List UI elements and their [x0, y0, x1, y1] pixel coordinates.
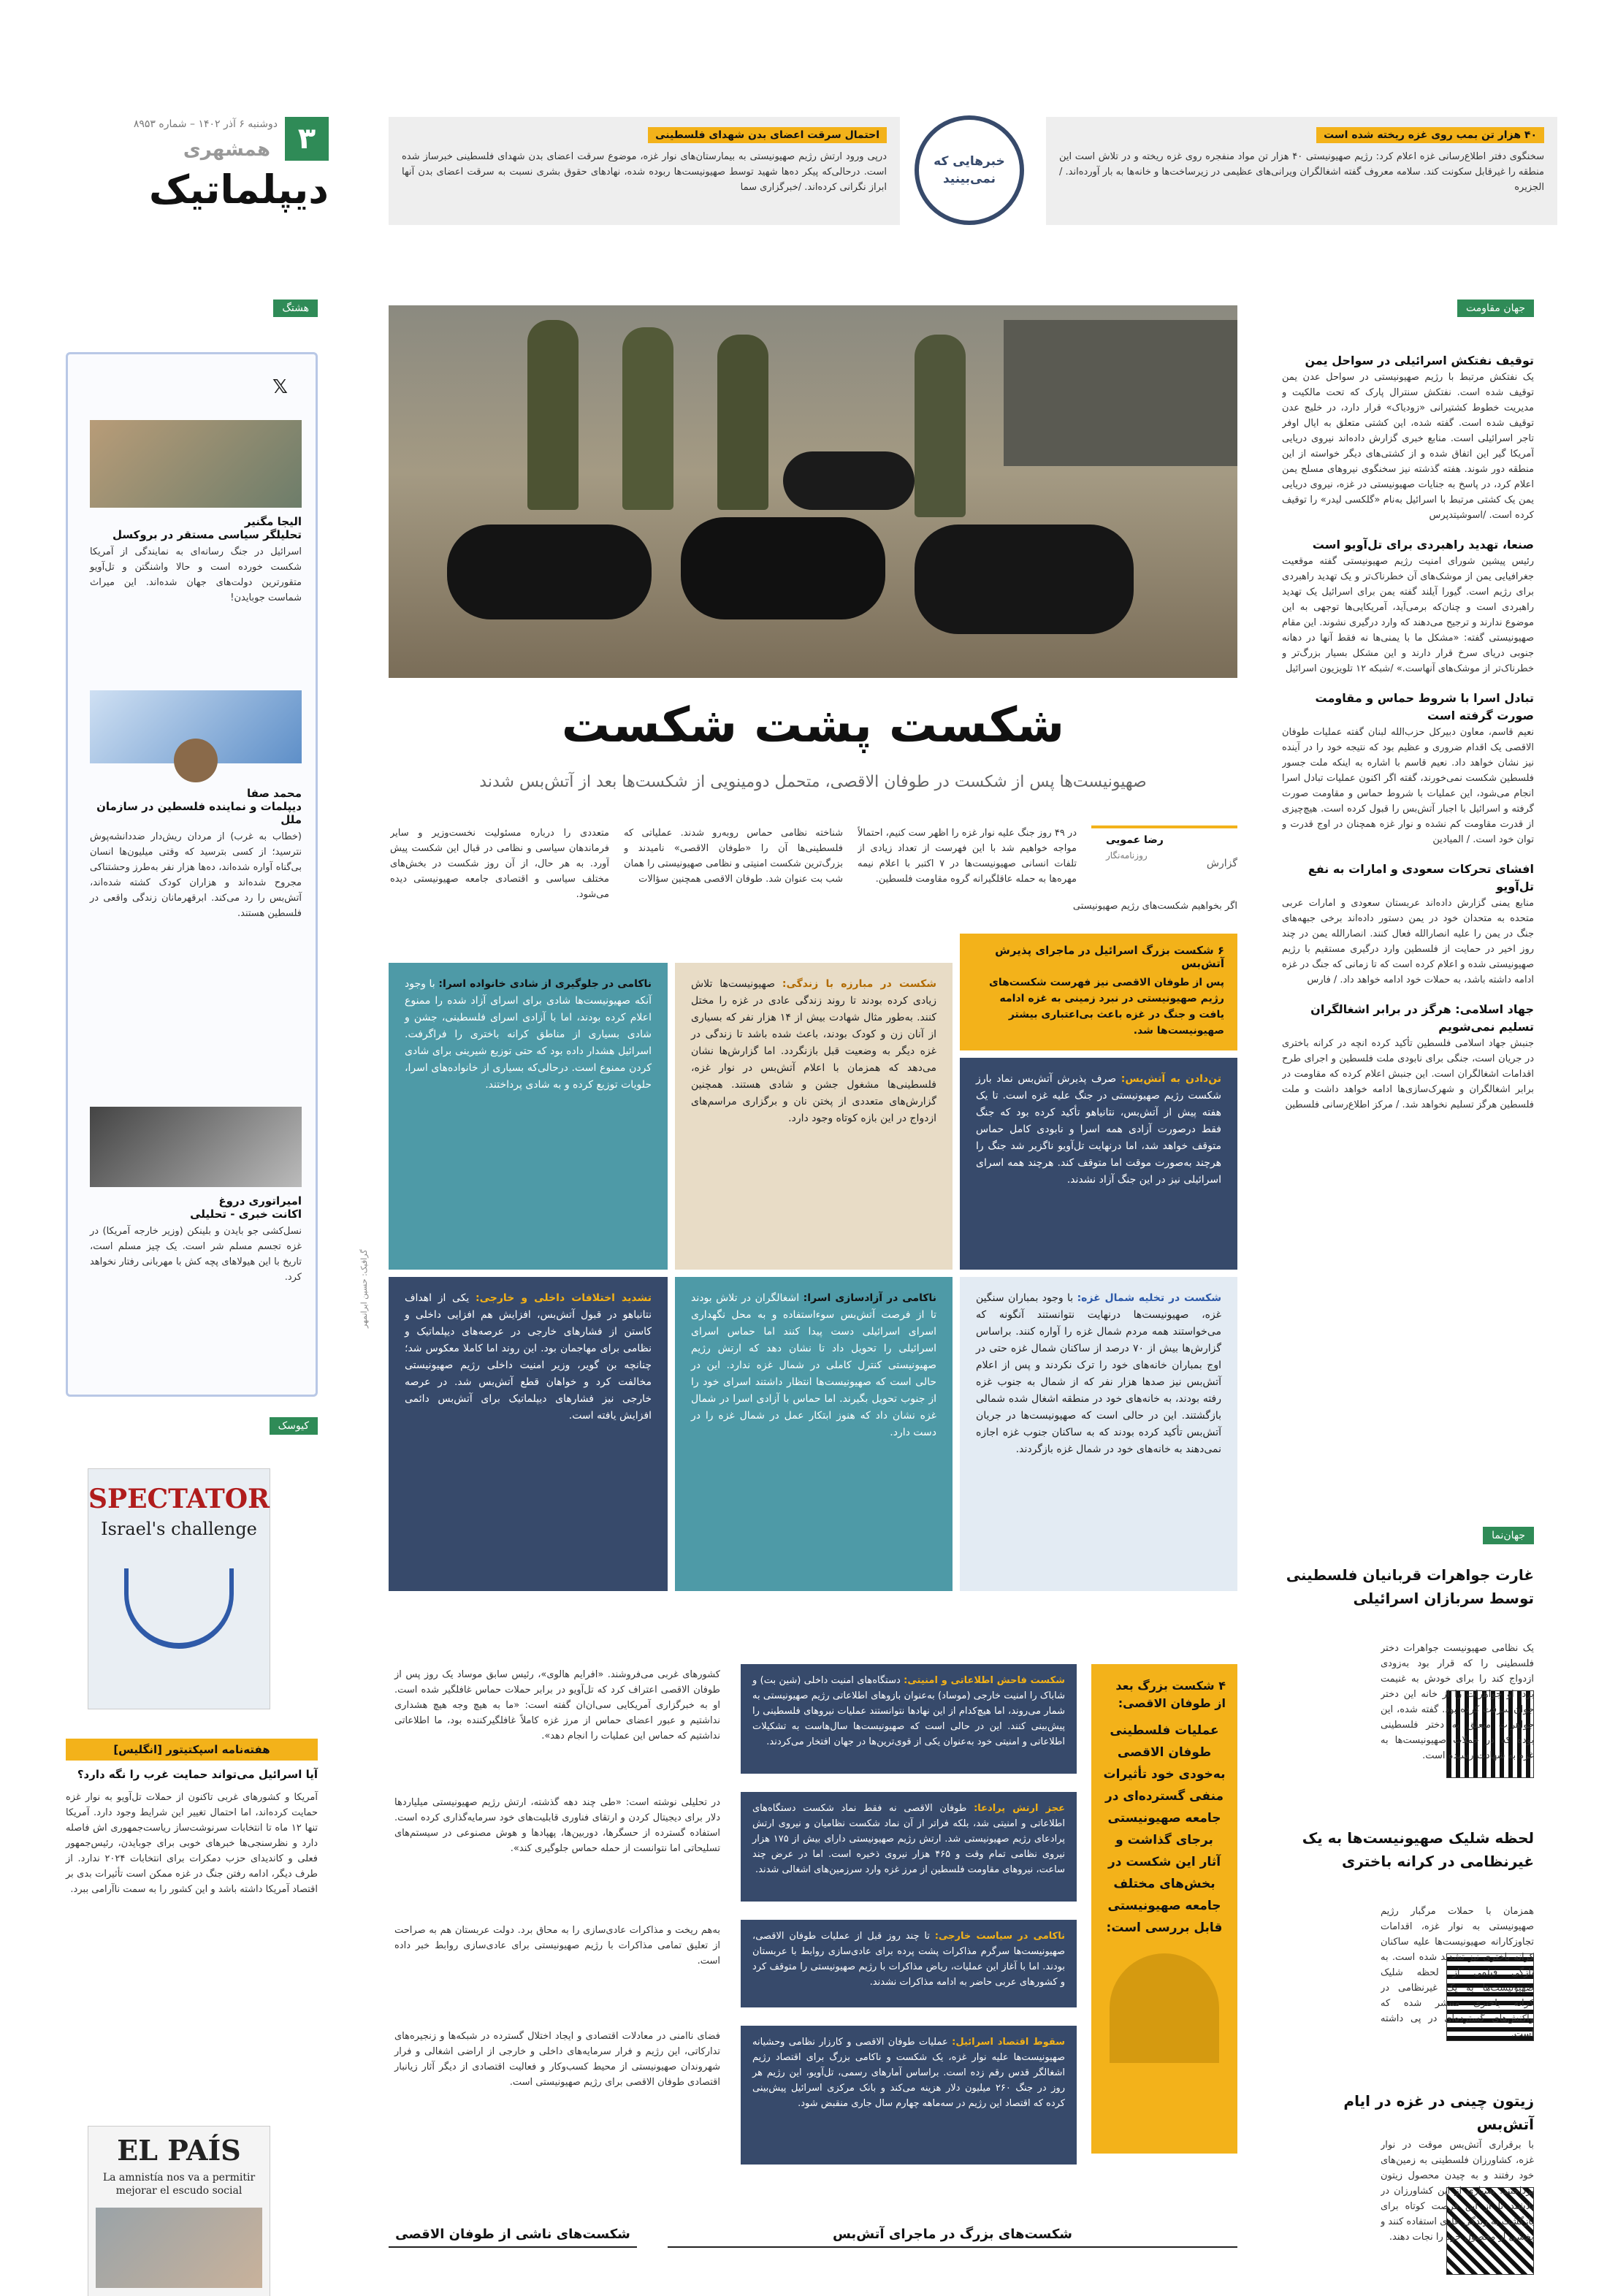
main-column: [359, 305, 1237, 2278]
news-title: صنعا، تهدید راهبردی برای تل‌آویو است: [1312, 538, 1534, 552]
kiosk-section-label: کیوسک: [270, 1417, 318, 1435]
list-item-lead: [741, 1792, 1077, 1902]
tweet-text: اسرائیل در جنگ رسانه‌ای به نمایندگی از آمریکا شکست خورده است و حالا واشنگتن و تل‌آویو متقورترین دولت‌های جهان شده‌اند. این میراث شماست جوبایدن!: [90, 546, 302, 603]
infographic-left-title: شکست‌های ناشی از طوفان الاقصی: [389, 2227, 637, 2248]
list-item-lead: [741, 2026, 1077, 2165]
tweet-author-title: اکانت خبری - تحلیلی: [190, 1208, 302, 1221]
list-item-lead: [741, 1920, 1077, 2007]
body-bag-shape: [447, 525, 652, 619]
card-text: صرف پذیرش آتش‌بس نماد بارز شکست رژیم صهیونیستی در جنگ علیه غزه است. تا یک هفته پیش از آتش‌بس، نتانیاهو تأکید کرده بود که جنگ فقط درصورت آزادی همه اسرا و نابودی کامل حماس متوقف خواهد شد، اما درنهایت تل‌آویو ناگزیر شد جنگ را هرچند به‌صورت موقت اما متوقف کند. هرچند همه اسرای اسرائیلی نیز در این جنگ آزاد نشدند.: [976, 1073, 1221, 1186]
card-text: اشغالگران در تلاش بودند تا از فرصت آتش‌بس سوءاستفاده و به محل نگهداری اسرای اسرائیلی دست پیدا کنند اما حماس اسرای اسرائیلی را تحویل داد تا نشان دهد که ارتش رژیم صهیونیستی کنترل کاملی در شمال غزه ندارد. این در حالی است که صهیونیست‌ها انتظار داشتند اسرای خود را از جنوب تحویل بگیرند. اما حماس با آزادی اسرا در شمال غزه نشان داد که هنوز ابتکار عمل در شمال غزه را در دست دارد.: [691, 1292, 936, 1438]
tweet-card: [90, 420, 302, 606]
top-bar: [389, 117, 1557, 226]
cover-line: La amnistía nos va a permitir mejorar el escudo social: [102, 2172, 256, 2197]
page-number: ۳: [285, 117, 329, 161]
card-north-gaza: [960, 1277, 1237, 1591]
hashtag-section-label: هشتگ: [273, 300, 318, 317]
card-text: با وجود بمباران سنگین غزه، صهیونیست‌ها درنهایت نتوانستند آنگونه که می‌خواستند همه مردم شمال غزه را آواره کنند. براساس گزارش‌ها بیش از ۷۰ درصد از ساکنان شمال غزه حتی در اوج بمباران خانه‌های خود را ترک نکردند و پس از اعلام آتش‌بس نیز صدها هزار نفر که از شمال به جنوب غزه رفته بودند، به خانه‌های خود در منطقه اشغال شده شمالی بازگشتند. این در حالی است که صهیونیست‌ها در جریان آتش‌بس تأکید کرده بودند که به ساکنان جنوب غزه اجازه نمی‌دهند به خانه‌های خود در شمال غزه بازگردند.: [976, 1292, 1221, 1455]
news-text: منابع یمنی گزارش داده‌اند عربستان سعودی و امارات عربی متحده به متحدان خود در یمن دستور داده‌اند برخی جبهه‌های جنگ در یمن را علیه انصارالله فعال کنند. انصارالله یمن در چند روز اخیر در حمایت از فلسطین وارد درگیری مستقیم با رژیم صهیونیستی شده و اعلام کرده است که تا زمانی که جنگ در غزه ادامه داشته باشد، به حملات خود ادامه خواهد داد. / فارس: [1282, 898, 1534, 985]
intro-col-3: متعددی را درباره مسئولیت نخست‌وزیر و سایر فرماندهان سیاسی و نظامی در قبال این شکست پیش آورد. به هر حال، از آن روز شکست در بخش‌های مختلف سیاسی و اقتصادی جامعه صهیونیستی دیده می‌شود.: [390, 828, 609, 900]
list-item: [389, 1920, 1077, 2007]
magazine-headline: آیا اسرائیل می‌تواند حمایت غرب را نگه دارد؟: [77, 1768, 318, 1781]
card-title: شکست در مبارزه با زندگی:: [782, 978, 937, 990]
list-item-title: سقوط اقتصاد اسرائیل:: [952, 2037, 1065, 2048]
resistance-news: [1282, 352, 1534, 1404]
soldier-shape: [622, 327, 673, 510]
list-item-text: دستگاه‌های امنیت داخلی (شین بت) و شاباک را امنیت خارجی (موساد) به‌عنوان بازوهای اطلاعاتی رژیم صهیونیستی به شمار می‌روند، اما هیچ‌کدام از این نهادها نتوانستند عملیات نیروهای فلسطینی را پیش‌بینی کنند. این در حالی است که صهیونیست‌ها سال‌هاست به تشکیلات اطلاعاتی و امنیتی خود به‌عنوان یکی از قوی‌ترین‌ها در جهان افتخار می‌کردند.: [752, 1675, 1065, 1747]
card-text: یکی از اهداف نتانیاهو در قبول آتش‌بس، افزایش هم افزایی داخلی و کاستن از فشارهای خارجی در عرصه‌های دیپلماتیک و نظامی برای مهاجمان بود. این روند اما کاملا معکوس شد؛ چنانچه بن گویر، وزیر امنیت داخلی رژیم صهیونیستی مخالفت کرد و خواهان قطع آتش‌بس شد. در عرصه خارجی نیز فشارهای دیپلماتیک برای آتش‌بس دائمی افزایش یافته است.: [405, 1292, 652, 1422]
report-label: گزارش: [1206, 858, 1237, 869]
author-role: روزنامه‌نگار: [1106, 850, 1148, 861]
infographic-right-title: شکست‌های بزرگ در ماجرای آتش‌بس: [668, 2227, 1237, 2248]
sub-brand: همشهری: [183, 139, 270, 161]
list-item-title: عجز ارتش پرادعا:: [974, 1803, 1065, 1814]
card-title: شکست در تخلیه شمال غزه:: [1077, 1292, 1221, 1304]
news-text: نعیم قاسم، معاون دبیرکل حزب‌الله لبنان گفته عملیات طوفان الاقصی یک اقدام ضروری و عظیم بود که نتیجه خود را در آینده نیز نشان خواهد داد. نعیم قاسم با اشاره به اینکه ملت جسور فلسطین شکست نمی‌خورند، گفته اگر اکنون عملیات تبادل اسرا انجام می‌شود، این عملیات با شروط حماس و مقاومت صورت گرفته و اسرائیل با اجبار آتش‌بس را قبول کرده است. هیچ‌چیزی از قدرت مقاومت کم نشده و نوار غزه همچنان در اوج قدرت و توان خود است. / المیادین: [1282, 727, 1534, 845]
dome-illustration: [1110, 1953, 1219, 2063]
list-item: [389, 1664, 1077, 1774]
card-text: صهیونیست‌ها تلاش زیادی کرده بودند تا روند زندگی عادی در غزه را مختل کنند. به‌طور مثال شهادت بیش از ۱۴ هزار نفر که بسیاری از آنان زن و کودک بودند، باعث شده باشد تا زندگی در غزه دیگر به وضعیت قبل بازنگردد. اما گزارش‌ها نشان می‌دهد که همزمان با اعلام آتش‌بس در نوار غزه، فلسطینی‌ها مشغول جشن و شادی هستند. همچنین گزارش‌های متعددی از پختن نان و برگزاری مراسم‌های ازدواج در این بازه کوتاه وجود دارد.: [691, 978, 937, 1124]
soldier-shape: [717, 335, 768, 510]
tweet-author: امیراتوری دروغ: [218, 1194, 302, 1208]
tweet-photo: [90, 1107, 302, 1187]
side-feature: [1091, 1664, 1237, 2154]
news-text: رئیس پیشین شورای امنیت رژیم صهیونیستی گفته موقعیت جغرافیایی یمن از موشک‌های آن خطرناک‌تر و یک تهدید راهبردی برای رژیم است. گیورا آیلند گفته یمن برای اسرائیل یک تهدید راهبردی است و چنان‌که برمی‌آید، آمریکایی‌ها توجهی به این موضوع ندارند و ترجیح می‌دهند که وارد درگیری نشوند. این مقام صهیونیستی گفته: «مشکل ما با یمنی‌ها نه فقط آنها در دهانه جنوبی دریای سرخ قرار دارند و این مشکل بسیار بزرگ‌تر و خطرناک‌تر از موشک‌های آنهاست.» /شبکه ۱۲ تلویزیون اسرائیل: [1282, 556, 1534, 674]
truck-shape: [1004, 320, 1237, 466]
soldier-shape: [527, 320, 579, 510]
date-line: دوشنبه ۶ آذر ۱۴۰۲ – شماره ۸۹۵۳: [133, 118, 278, 130]
qr-news-text: با برقراری آتش‌بس موقت در نوار غزه، کشاورزان فلسطینی به زمین‌های خود رفتند و به چیدن محصول زیتون پرداختند. بسیاری از این کشاورزان در تلاشند تا از این فرصت کوتاه برای بازگشت به زندگی عادی استفاده کنند و بخشی از محصول خود را نجات دهند.: [1381, 2140, 1534, 2243]
tweet-author-title: تحلیلگر سیاسی مستقر در بروکسل: [112, 528, 302, 541]
report-byline: [1091, 825, 1237, 896]
news-title: جهاد اسلامی: هرگز در برابر اشغالگران تسلیم نمی‌شویم: [1310, 1002, 1534, 1034]
qr-news-item: [1282, 1826, 1534, 2060]
brand-logo: دیپلماتیک: [148, 167, 329, 213]
infographic-right: [668, 2227, 1237, 2296]
card-title: ناکامی در آزادسازی اسرا:: [803, 1292, 936, 1304]
card-ceasefire: [960, 1058, 1237, 1270]
tweet-author: محمد صفا: [247, 787, 302, 800]
card-hostages: [675, 1277, 953, 1591]
illustration-credit: گرافیک: حسین ایرانمهر: [359, 1249, 369, 1328]
list-rows: [389, 1664, 1077, 2168]
list-item: [389, 1792, 1077, 1902]
top-box-right: [1046, 117, 1557, 225]
news-title: تبادل اسرا با شروط حماس و مقاومت صورت گرفته است: [1315, 691, 1534, 722]
right-column: [1282, 300, 1534, 2272]
qr-news-text: همزمان با حملات مرگبار رژیم صهیونیستی به نوار غزه، اقدامات تجاوزکارانه صهیونیست‌ها علیه ساکنان کرانه باختری نیز تشدید شده است. به تازگی فیلمی از لحظه شلیک صهیونیست‌ها به یک غیرنظامی در کرانه باختری منتشر شده که واکنش‌های گسترده‌ای در پی داشته است.: [1381, 1906, 1534, 2040]
main-headline: شکست پشت شکست: [561, 697, 1065, 753]
unseen-news-badge: [915, 115, 1024, 225]
world-section-label: جهان‌نما: [1483, 1527, 1534, 1544]
infographic-left: [389, 2227, 637, 2296]
card-title: تن‌دادن به آتش‌بس:: [1121, 1073, 1222, 1085]
top-box-left: [389, 117, 900, 225]
list-item-continued: به‌هم ریخت و مذاکرات عادی‌سازی را به محاق برد. دولت عربستان هم به صراحت از تعلیق تمامی مذاکرات با رژیم صهیونیستی برای عادی‌سازی روابط خبر داده است.: [394, 1925, 720, 1967]
tweet-card: [90, 1107, 302, 1285]
cover-title: EL PAÍS: [117, 2134, 241, 2167]
top-box-right-text: سخنگوی دفتر اطلاع‌رسانی غزه اعلام کرد: رژیم صهیونیستی ۴۰ هزار تن مواد منفجره روی غزه ریخته و در تلاش است این منطقه را غیرقابل سکونت کند. سلامه معروف گفته اشغالگران ویرانی‌های عظیمی در زیرساخت‌ها و خانه‌ها به بار آورده‌اند. / الجزیره: [1059, 151, 1545, 193]
list-item: [389, 2026, 1077, 2165]
soldier-shape: [915, 335, 966, 517]
cover-title: SPECTATOR: [88, 1484, 270, 1514]
list-item-text: طوفان الاقصی نه فقط نماد شکست دستگاه‌های اطلاعاتی و امنیتی شد، بلکه فراتر از آن نماد شکست نظامیان و نیروی ارتش پرادعای رژیم صهیونیستی شد. ارتش رژیم صهیونیستی دارای بیش از ۱۷۵ هزار نیروی نظامی تمام وقت و ۴۶۵ هزار نیروی ذخیره است. اما در عرض چند ساعت، نیروهای مقاومت فلسطین از مرز غزه وارد سرزمین‌های اشغالی شدند.: [752, 1803, 1065, 1875]
magazine-text: آمریکا و کشورهای غربی تاکنون از حملات تل‌آویو به نوار غزه حمایت کرده‌اند، اما احتمال تغییر این شرایط وجود دارد. آمریکا تنها ۱۲ ماه تا انتخابات سرنوشت‌ساز ریاست‌جمهوری اش فاصله دارد و نظرسنجی‌ها خبرهای خوبی برای جوبایدن، رئیس‌جمهور فعلی و کاندیدای حزب دمکرات برای انتخابات ۲۰۲۴ ندارد. از طرف دیگر، ادامه رفتن جنگ در غزه ممکن است تأثیرات بدی بر اقتصاد آمریکا داشته باشد و این کشور را به سمت ناآرامی ببرد.: [66, 1792, 318, 1895]
body-bag-shape: [681, 517, 885, 619]
card-life: [675, 963, 953, 1270]
news-title: افشای تحرکات سعودی و امارات به نفع تل‌آویو: [1308, 862, 1534, 893]
lead-box: [960, 934, 1237, 1050]
qr-news-title: زیتون چینی در غزه در ایام آتش‌بس: [1343, 2092, 1534, 2133]
hero-photo: [389, 305, 1237, 678]
top-box-left-text: درپی ورود ارتش رژیم صهیونیستی به بیمارستان‌های نوار غزه، موضوع سرقت اعضای بدن شهدای فلسطینی خبرساز شده است. درحالی‌که پیکر ده‌ها شهید توسط صهیونیست‌ها ربوده شده، نهادهای حقوق بشری نسبت به سرقت اعضای بدن آنها ابراز نگرانی کرده‌اند. /خبرگزاری سما: [402, 151, 887, 193]
list-item-title: شکست فاحش اطلاعاتی و امنیتی:: [904, 1675, 1065, 1686]
tweet-author: الیجا مگنیر: [244, 515, 302, 528]
list-item-text: عملیات طوفان الاقصی و کارزار نظامی وحشیانه صهیونیست‌ها علیه نوار غزه، یک شکست و ناکامی بزرگ برای اقتصاد رژیم اشغالگر قدس رقم زده است. براساس آمارهای رسمی، تل‌آویو، این رژیم هر روز در جنگ ۲۶۰ میلیون دلار هزینه می‌کند و بانک مرکزی اسرائیل پیش‌بینی کرده که اقتصاد این رژیم در سه‌ماهه چهارم سال جاری منقبض شود.: [752, 2037, 1065, 2109]
list-item-title: ناکامی در سیاست خارجی:: [934, 1931, 1065, 1942]
tweets-panel: [66, 352, 318, 1397]
list-item-continued: فضای ناامنی در معادلات اقتصادی و ایجاد اختلال گسترده در شبکه‌ها و زنجیره‌های تدارکاتی، این رژیم و فرار سرمایه‌های داخلی و خارجی از اراضی اشغالی و فرار شهروندان صهیونیستی از محیط کسب‌وکار و فعالیت اقتصادی از دیگر آثار زیانبار اقتصادی طوفان الاقصی برای رژیم صهیونیستی است.: [394, 2031, 720, 2088]
top-box-left-title: احتمال سرقت اعضای بدن شهدای فلسطینی: [648, 127, 887, 143]
list-item-continued: در تحلیلی نوشته است: «طی چند دهه گذشته، ارتش رژیم صهیونیستی میلیاردها دلار برای دیجیتال کردن و ارتقای فناوری قابلیت‌های خود سرمایه‌گذاری کرده است. استفاده گسترده از حسگرها، دوربین‌ها، پهپادها و هوش مصنوعی در سیستم‌های تسلیحاتی اما نتوانست از حمله حماس جلوگیری کند».: [394, 1797, 720, 1854]
tweet-text: (خطاب به غرب) از مردان ریش‌دار ضددانشه‌پوش نترسید؛ از کسی بترسید که وقتی میلیون‌ها انسان بی‌گناه آواره شده‌اند، ده‌ها هزار نفر به‌طرز وحشتناکی مجروح شده‌اند و هزاران کودک کشته شده‌اند، آتش‌بس را رد می‌کند. ابرقهرمانان زندگی واقعی در فلسطین هستند.: [90, 831, 302, 919]
resistance-section-label: جهان مقاومت: [1457, 300, 1534, 317]
list-item-continued: کشورهای غربی می‌فروشند. «افرایم هالوی»، رئیس سابق موساد یک روز پس از طوفان الاقصی اعتراف کرد که تل‌آویو در برابر حملات حماس غافلگیر شده است. او به خبرگزاری آمریکایی سی‌ان‌ان گفته است: «ما به هیچ وجه هیچ هشداری نداشتیم و عبور اعضای حماس از مرز غزه کاملاً غافلگیرکننده بود، ما اطلاعاتی نداشتیم که حماس این عملیات را انجام دهد».: [394, 1669, 720, 1742]
qr-news-text: یک نظامی صهیونیست جواهرات دختر فلسطینی را که قرار بود به‌زودی ازدواج کند را برای خودش به غنیمت برد. او جواهرات را از خانه این دختر جوان سرقت کرده بود. گفته شده، این جواهرات متعلق به دختر فلسطینی بوده که در حملات صهیونیست‌ها به غزه به شهادت رسیده است.: [1381, 1643, 1534, 1761]
left-column: [66, 300, 318, 2235]
magazine-cover: [88, 1468, 270, 1709]
card-prisoner-families: [389, 963, 668, 1270]
side-feature-text: عملیات فلسطینی طوفان الاقصی به‌خودی خود تأثیرات منفی گسترده‌ای در جامعه صهیونیستی برجای گذاشت و آثار این شکست در بخش‌های مختلف جامعه صهیونیستی قابل بررسی است:: [1103, 1723, 1226, 1935]
intro-col-1: در ۴۹ روز جنگ علیه نوار غزه را اظهر ست کنیم، احتمالاً مواجه خواهیم شد با این فهرست از تعداد زیادی از تلفات انسانی صهیونیست‌ها در ۷ اکتبر با اعلام نیمه مهره‌ها به حمله عاقلگیرانه گروه مقاومت فلسطین.: [858, 828, 1077, 885]
author-name: رضا عمویی: [1106, 834, 1164, 846]
body-bag-shape: [783, 451, 915, 510]
badge-label: خبرهایی که نمی‌بینید: [934, 154, 1005, 186]
avatar: [174, 739, 218, 782]
list-item-lead: [741, 1664, 1077, 1774]
x-logo-icon: 𝕏: [272, 376, 288, 398]
qr-news-title: لحظه شلیک صهیونیست‌ها به یک غیرنظامی در کرانه باختری: [1302, 1829, 1534, 1870]
qr-news-title: غارت جواهرات قربانیان فلسطینی توسط سربازان اسرائیلی: [1286, 1566, 1534, 1607]
card-title: تشدید اختلافات داخلی و خارجی:: [476, 1292, 652, 1304]
side-feature-title: ۴ شکست بزرگ بعد از طوفان الاقصی:: [1115, 1679, 1226, 1710]
main-subhead: صهیونیست‌ها پس از شکست در طوفان الاقصی، متحمل دومینویی از شکست‌ها بعد از آتش‌بس شدند: [479, 773, 1147, 791]
top-box-right-title: ۴۰ هزار تن بمب روی غزه ریخته شده است: [1316, 127, 1544, 143]
menorah-icon: [124, 1568, 234, 1649]
card-text: با وجود آنکه صهیونیست‌ها شادی برای اسرای آزاد شده را ممنوع اعلام کرده بودند، اما با آزادی اسرای فلسطینی، جشن و شادی بسیاری از مناطق کرانه باختری را فراگرفت. اسرائیل هشدار داده بود که حتی توزیع شیرینی برای شادی کردن ممنوع است. درحالی‌که بسیاری از خانواده‌های اسرا، حلویات توزیع کرده و به شادی پرداختند.: [405, 978, 652, 1091]
tweet-text: نسل‌کشی جو بایدن و بلینکن (وزیر خارجه آمریکا) در غزه تجسم مسلم شر است. یک چیز مسلم است، تاریخ با این هیولاهای پچه کش با مهربانی رفتار نخواهد کرد.: [90, 1226, 302, 1283]
tweet-author-title: دیپلمات و نماینده فلسطین در سازمان ملل: [96, 800, 302, 826]
intro-col-2: شناخته نظامی حماس روبه‌رو شدند. عملیاتی که فلسطینی‌ها آن را «طوفان الاقصی» نامیدند و بزرگ‌ترین شکست امنیتی و نظامی صهیونیستی را همان شب بت عنوان شد. طوفان الاقصی همچنین سؤالات: [624, 828, 843, 885]
magazine-tag: هفته‌نامه اسپکتیتور [انگلیس]: [66, 1739, 318, 1761]
lead-intro: اگر بخواهیم شکست‌های رژیم صهیونیستی: [1072, 901, 1237, 912]
tweet-card: [90, 690, 302, 921]
newspaper-cover: [88, 2126, 270, 2296]
lead-box-title: ۶ شکست بزرگ اسرائیل در ماجرای پذیرش آتش‌بس: [995, 944, 1224, 970]
list-item-text: تا چند روز قبل از عملیات طوفان الاقصی، صهیونیست‌ها سرگرم مذاکرات پشت پرده برای عادی‌سازی روابط با عربستان بودند. اما با آغاز این عملیات، ریاض مذاکرات با رژیم صهیونیستی را متوقف کرد و کشورهای عربی حاضر به ادامه مذاکرات نشدند.: [752, 1931, 1065, 1988]
qr-news-item: [1282, 1563, 1534, 1797]
news-text: جنبش جهاد اسلامی فلسطین تأکید کرده انچه در کرانه باختری در جریان است، جنگی برای نابودی ملت فلسطین و اجرای طرح اقدامات اشغالگران است. این جنبش اعلام کرده که مقاومت در برابر اشغالگران و شهرک‌سازی‌ها ادامه خواهد داشت و ملت فلسطین هرگز تسلیم نخواهد شد. / مرکز اطلاع‌رسانی فلسطین: [1282, 1038, 1534, 1110]
card-title: ناکامی در جلوگیری از شادی خانواده اسرا:: [438, 978, 652, 990]
news-title: توقیف نفتکش اسرائیلی در سواحل یمن: [1305, 354, 1534, 367]
masthead: [66, 110, 329, 234]
cover-line: Israel's challenge: [101, 1519, 257, 1539]
tweet-photo: [90, 420, 302, 508]
news-text: یک نفتکش مرتبط با رژیم صهیونیستی در سواحل عدن یمن توقیف شده است. نفتکش سنترال پارک که تحت مالکیت و مدیریت خطوط کشتیرانی «زودیاک» قرار دارد، در خلیج عدن توقیف شده است. گفته شده، این کشتی متعلق به ایال اوفر تاجر اسرائیلی است. منابع خبری گزارش داده‌اند نیروی دریایی آمریکا گیر این اتفاق شده و از کشتی‌های دیگر خواسته از این منطقه دور شوند. هفته گذشته نیز سخنگوی نیروهای مسلح یمن اعلام کرد، در پاسخ به جنایات صهیونیستی در غزه، نیروی دریایی یمن یک کشتی مرتبط با اسرائیل به‌نام «گلکسی لیدر» را توقیف کرده است. /اسوشیتدپرس: [1282, 372, 1534, 521]
cover-photo: [96, 2208, 262, 2288]
qr-news-item: [1282, 2089, 1534, 2272]
body-bag-shape: [915, 525, 1134, 634]
card-internal-disputes: [389, 1277, 668, 1591]
lead-box-text: پس از طوفان الاقصی نیز فهرست شکست‌های رژیم صهیونیستی در نبرد زمینی به غزه ادامه یافت و جنگ در غزه باعث بی‌اعتباری بیشتر صهیونیست‌ها شد.: [989, 977, 1224, 1037]
